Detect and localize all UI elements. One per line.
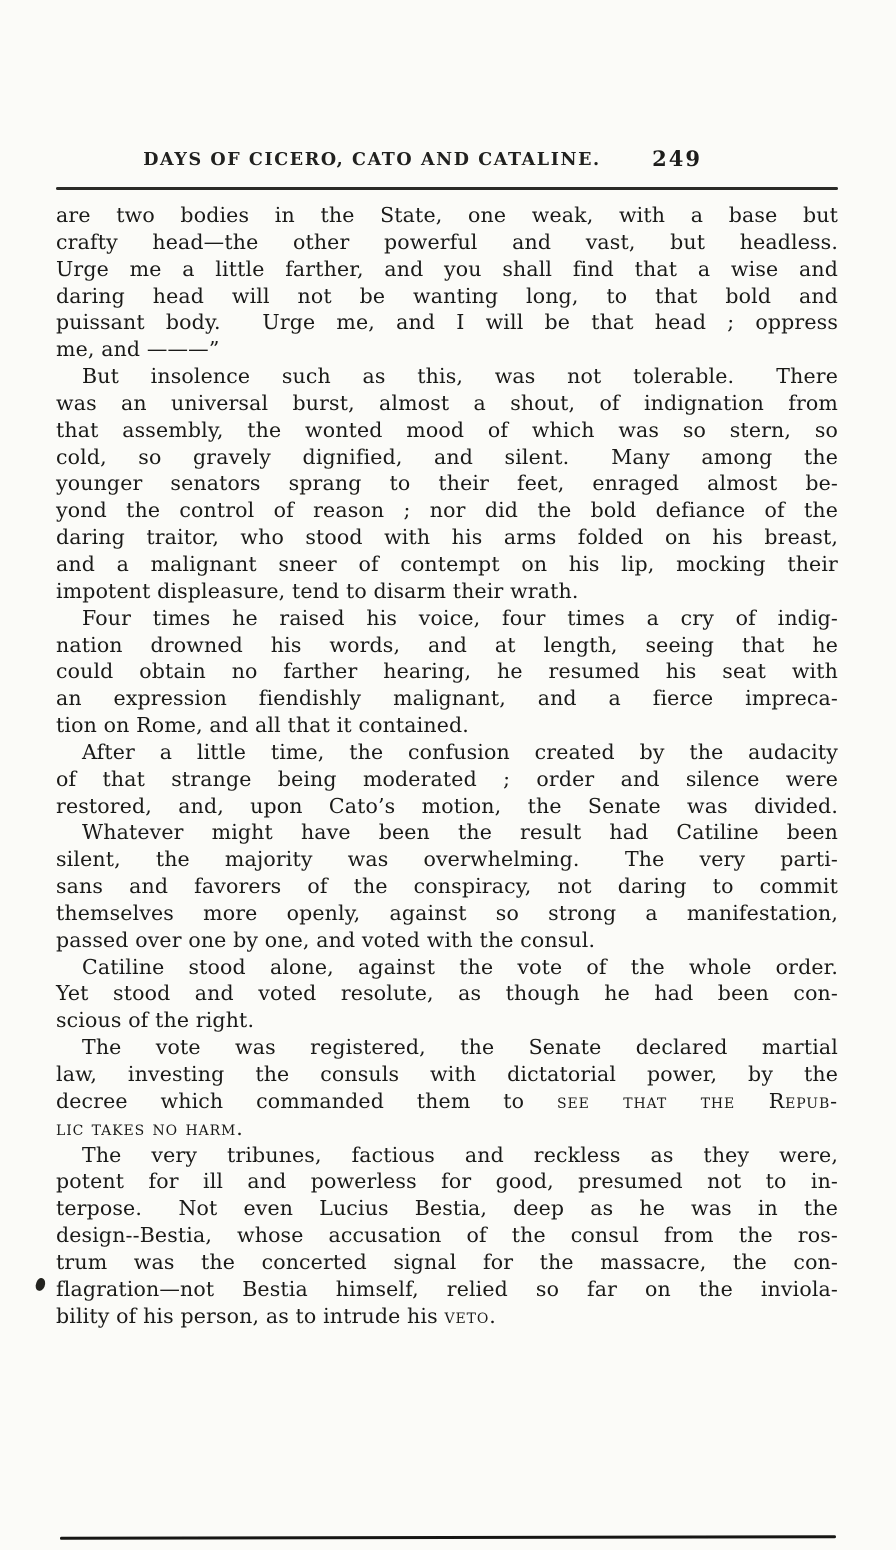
text-segment: Whatever might have been the result had Catiline been [82,820,838,845]
text-line [56,336,838,363]
text-segment: daring traitor, who stood with his arms folded on his breast, [56,525,838,550]
text-line [56,417,838,444]
paragraph [56,1142,838,1330]
text-segment: younger senators sprang to their feet, enraged almost be- [56,471,838,496]
page-number: 249 [652,146,702,171]
text-segment: could obtain no farther hearing, he resumed his seat with [56,659,838,684]
text-segment: Yet stood and voted resolute, as though he had been con- [56,981,838,1006]
text-line [56,1249,838,1276]
text-line [56,712,838,739]
text-line [56,1276,838,1303]
text-segment: was an universal burst, almost a shout, of indignation from [56,390,838,415]
text-line [56,846,838,873]
text-segment: Four times he raised his voice, four times a cry of indig- [82,605,838,630]
text-line [56,1222,838,1249]
text-line [56,1115,838,1142]
text-line [56,980,838,1007]
text-line [56,1303,838,1330]
text-line [56,390,838,417]
text-line [56,1034,838,1061]
text-segment: scious of the right. [56,1008,255,1033]
text-segment: The vote was registered, the Senate declared martial [82,1035,838,1060]
text-line [56,739,838,766]
text-line [56,954,838,981]
text-line [56,1088,838,1115]
text-segment: yond the control of reason ; nor did the bold defiance of the [56,498,838,523]
text-segment: daring head will not be wanting long, to that bold and [56,283,838,308]
text-segment: sans and favorers of the conspiracy, not daring to commit [56,874,838,899]
text-line [56,793,838,820]
text-segment: me, and ———” [56,337,220,362]
smallcaps-text: lic takes no harm. [56,1115,244,1140]
paragraph [56,605,838,739]
text-segment: nation drowned his words, and at length, seeing that he [56,632,838,657]
text-segment: design--Bestia, whose accusation of the consul from the ros- [56,1223,838,1248]
text-segment: tion on Rome, and all that it contained. [56,713,469,738]
paragraph [56,819,838,953]
text-segment: potent for ill and powerless for good, presumed not to in- [56,1169,838,1194]
text-segment: themselves more openly, against so strong a manifestation, [56,900,838,925]
text-line [56,1195,838,1222]
text-line [56,283,838,310]
smallcaps-text: see that the Repub- [556,1088,838,1113]
paragraph [56,202,838,363]
text-line [56,578,838,605]
text-line [56,658,838,685]
text-line [56,766,838,793]
page-body [56,202,838,1329]
text-line [56,309,838,336]
text-line [56,470,838,497]
smallcaps-text: veto. [444,1303,497,1328]
text-line [56,256,838,283]
text-line [56,819,838,846]
text-segment: are two bodies in the State, one weak, with a base but [56,203,838,227]
paragraph [56,739,838,820]
text-segment: and a malignant sneer of contempt on his lip, mocking their [56,551,838,576]
text-segment: puissant body. Urge me, and I will be that head ; oppress [56,310,838,335]
text-segment: silent, the majority was overwhelming. The very parti- [56,847,838,872]
text-segment: impotent displeasure, tend to disarm their wrath. [56,578,579,603]
text-line [56,444,838,471]
text-segment: Catiline stood alone, against the vote of the whole order. [82,954,838,979]
text-segment: bility of his person, as to intrude his [56,1303,445,1328]
text-segment: After a little time, the confusion created by the audacity [82,739,838,764]
text-line [56,685,838,712]
text-segment: flagration—not Bestia himself, relied so far on the inviola- [56,1276,838,1301]
ink-blot-artifact [34,1277,47,1292]
text-line [56,524,838,551]
text-segment: of that strange being moderated ; order and silence were [56,766,838,791]
text-line [56,1061,838,1088]
text-segment: terpose. Not even Lucius Bestia, deep as he was in the [56,1196,838,1221]
paragraph [56,954,838,1035]
text-line [56,1142,838,1169]
text-line [56,605,838,632]
text-segment: an expression fiendishly malignant, and a fierce impreca- [56,686,838,711]
text-segment: Urge me a little farther, and you shall find that a wise and [56,256,838,281]
text-segment: But insolence such as this, was not tolerable. There [82,364,838,389]
text-segment: decree which commanded them to [56,1088,557,1113]
text-segment: restored, and, upon Cato’s motion, the Senate was divided. [56,793,838,818]
text-line [56,873,838,900]
text-line [56,551,838,578]
page-header [56,146,838,178]
text-segment: The very tribunes, factious and reckless as they were, [82,1142,838,1167]
running-title: DAYS OF CICERO, CATO AND CATALINE. [143,150,601,170]
paragraph [56,1034,838,1141]
text-line [56,363,838,390]
text-line [56,202,838,229]
text-segment: crafty head—the other powerful and vast, but headless. [56,229,838,254]
text-segment: that assembly, the wonted mood of which was so stern, so [56,417,838,442]
text-line [56,900,838,927]
text-line [56,632,838,659]
text-line [56,1007,838,1034]
text-line [56,927,838,954]
text-segment: passed over one by one, and voted with the consul. [56,927,596,952]
text-line [56,229,838,256]
header-rule [56,187,838,190]
text-segment: cold, so gravely dignified, and silent. Many among the [56,444,838,469]
text-segment: trum was the concerted signal for the massacre, the con- [56,1249,838,1274]
text-line [56,1168,838,1195]
bottom-rule [60,1535,836,1540]
paragraph [56,363,838,605]
text-line [56,497,838,524]
text-segment: law, investing the consuls with dictatorial power, by the [56,1062,838,1086]
